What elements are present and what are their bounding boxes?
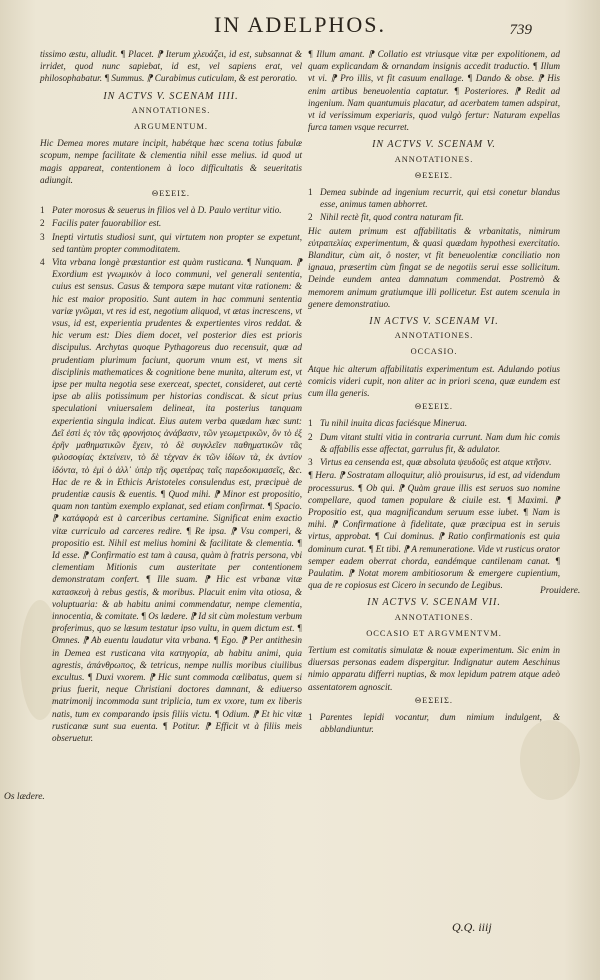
right-column [308, 48, 560, 736]
thesis-item [308, 431, 560, 455]
thesis-item [308, 186, 560, 210]
thesis-number: 3 [308, 457, 313, 468]
running-title: IN ADELPHOS. [214, 12, 386, 37]
thesis-text: Tu nihil inuita dicas faciésque Minerua. [320, 418, 467, 429]
thesis-number: 1 [40, 205, 45, 216]
thesis-item [40, 217, 302, 229]
thesis-text: Nihil rectè fit, quod contra naturam fit. [320, 212, 464, 223]
thesis-item [40, 256, 302, 744]
thesis-number: 1 [308, 187, 313, 198]
section-title: IN ACTVS V. SCENAM IIII. [103, 90, 239, 102]
annotationes-heading: ANNOTATIONES. [394, 612, 474, 622]
thesis-item [308, 456, 560, 468]
section-title: IN ACTVS V. SCENAM VI. [369, 316, 499, 328]
theseis-heading: ΘΕΣΕΙΣ. [415, 170, 453, 180]
theseis-heading: ΘΕΣΕΙΣ. [415, 402, 453, 412]
annotationes-heading: ANNOTATIONES. [394, 331, 474, 341]
commentary-paragraph: ¶ Hera. ⁋ Sostratam alloquitur, aliò prouisurus, id est, ad videndum processurus. ¶ Ob qui. ⁋ Quàm graue illis est seruos suo nomine compellare, quod tamen populare & ciuile est. ¶ Maximi. ⁋ Propositio est, qua magnificandum seruum esse iubet. ¶ Nam is mihi. ⁋ Confirmatione à fidelitate, quæ præcipua est in seruis virtus, approbat. ¶ Cui dominus. ⁋ Ratio confirmationis est quia dominum curat. ¶ Et tibi. ⁋ A remuneratione. Vide vt rusticus orator semper eadem oberrat chorda, eandémque cantilenam canat. ¶ Paulatim. ⁋ Notat morem ambitiosorum & emergere cupientium, qua de re copiosus est Cicero in secundo de Legibus. [308, 470, 560, 591]
section-title: IN ACTVS V. SCENAM VII. [367, 597, 501, 609]
theseis-heading: ΘΕΣΕΙΣ. [152, 189, 190, 199]
thesis-number: 1 [308, 418, 313, 429]
thesis-number: 4 [40, 257, 45, 268]
occasio-heading: OCCASIO. [410, 347, 458, 357]
left-column [40, 48, 302, 745]
thesis-number: 3 [40, 231, 45, 242]
thesis-text: Demea subinde ad ingenium recurrit, qui etsi conetur blandus esse, animus tamen abhorret. [320, 187, 560, 210]
signature-mark: Q.Q. iiij [452, 920, 492, 934]
theseis-heading: ΘΕΣΕΙΣ. [415, 695, 453, 705]
occasio-argumentum-heading: OCCASIO ET ARGVMENTVM. [366, 628, 502, 638]
thesis-text: Inepti virtutis studiosi sunt, qui virtutem non propter se expetunt, sed tantùm propter commoditatem. [52, 231, 302, 254]
thesis-text: Dum vitant stulti vitia in contraria currunt. Nam dum hic comis & affabilis esse affectat, garrulus fit, & adulator. [320, 431, 560, 454]
thesis-text: Virtus ea censenda est, quæ absoluta ψευδοῦς est atque κτῆσιν. [320, 457, 552, 468]
thesis-item [40, 231, 302, 255]
intro-paragraph: ¶ Illum amant. ⁋ Collatio est vtriusque vitæ per expolitionem, ad quam explicandam & ornandam insignis accedit traductio. ¶ Illum vt vi. ⁋ Pro illis, vt fit casuum enallage. ¶ Dando & obse. ⁋ His enim artibus beneuolentia captatur. ¶ Posteriores. ⁋ Redit ad ingenium. Nam quantumuis placatur, ad acerbatem tamen adspirat, vt id verissimum experiaris, quod vulgò fertur: Naturam expellas furca tamen vsque recurret. [308, 49, 560, 133]
page-header [0, 12, 600, 46]
annotationes-heading: ANNOTATIONES. [131, 105, 211, 115]
argumentum-heading: ARGUMENTUM. [133, 122, 209, 132]
intro-paragraph: tissimo æstu, alludit. ¶ Placet. ⁋ Iterum χλευάζει, id est, subsannat & irridet, quod nunc sapiebat, id est, vel sapiens erat, vel philosophabatur. ¶ Summus. ⁋ Curabimus cuticulam, & est peroratio. [40, 49, 302, 84]
thesis-number: 2 [308, 212, 313, 223]
thesis-number: 2 [40, 218, 45, 229]
thesis-text: Facilis pater fauorabilior est. [52, 218, 162, 229]
thesis-item [40, 204, 302, 216]
margin-note-left: Os lædere. [4, 792, 45, 802]
thesis-item [308, 417, 560, 429]
thesis-text: Pater morosus & seuerus in filios vel à D. Paulo vertitur vitio. [52, 205, 282, 216]
commentary-paragraph: Hic autem primum est affabilitatis & vrbanitatis, nimirum εὐτραπελίας experimentum, & quasi quædam hypothesi exercitatio. Blanditur, cùm ait, ô noster, vt fit beneuolentiæ conciliatio non ignaua, præsertim cùm fingat se de negotiis serui esse sollicitum. Deinde eundem antea damnatum commendat. Postremò & memorem animum gratiumque illi pollicetur. Est autem scenula in genere demonstratiuo. [308, 225, 560, 309]
thesis-text: Parentes lepidi vocantur, dum nimium indulgent, & abblandiuntur. [320, 711, 560, 735]
thesis-number: 2 [308, 431, 313, 442]
annotationes-heading: ANNOTATIONES. [394, 154, 474, 164]
thesis-text: Vita vrbana longè præstantior est quàm rusticana. ¶ Nunquam. ⁋ Exordium est γνωμικὸν à loco communi, vel generali sententia, cuius est sensus. Casus & tempora sæpe mutant vitæ rationem: & hic est maior propositio. Sunt autem in hac communi sententia variæ γνῶμαι, vt res id est, negotium aliquod, vt ætas increscens, vt vsus, id est, experientia prudentes & expertientes viros reddat. & hic verum est: Dies diem docet, vel posterior dies est prioris discipulus. Archytas quoque Pythagoreus duo recensuit, quæ ad prudentiam plurimum faciunt, quorum vnum est, vt mens sit disciplinis mathematices & cognitione bene munita, alterum est, vt ipse per multa negotia sese exerceat, spectet, consideret, aut certè ipse ab aliis potissimum per historias condiscat. & sicut prius speculationi vniuersalem delineat, ita posterius tanquam experientia singula indicat. Eius autem verba quædam hæc sunt: Δεῖ ἐστὶ ἐς τὸν τᾶς φρονήσιος ἀνάβασιν, τῶν γεωμετρικῶν, ὃν τὸ ἐξ ἐρῆν μαθηματικῶν ἔχειν, τὸ δὲ συγκλεῖεν παθηματικῶν τᾶς φιλοσοφίας ἐκτείνειν, τὸ δὲ τέχναν ἐκ τῶν ἰδίων τὰ, ἐκ ἀντίον ἰδόντα, τὸ ἐμὶ ὁ ἀλλ᾿ ὑπὲρ τῆς σφετέρας ταῖς παρεδοκιμασεῖς, &c. Hac de re & in Ethicis Aristoteles consulendus est, præcipuè de prudentiæ causis & euentis. ¶ Quod mihi. ⁋ Minor est propositio, quam non tantùm exemplo explanat, sed etiam confirmat. ¶ Spacio. ⁋ κατάφορὰ est à carceribus certamine. Significat enim exactio vitæ curriculo ad carceres redire. ¶ Re ipsa. ⁋ Vsu comperi, & propositio est. Nihil est melius homini & facilitate & clementia. ¶ Id esse. ⁋ Confirmatio est tam à causa, quàm à fratris persona, vbi clementiam Mitionis cum austeritate per contentionem demonstratam confert. ¶ Ille suam. ⁋ Hic est vrbanæ vitæ κατασκευὴ à rebus gestis, & moribus. Placuit enim vita otiosa, & voluptuaria: & ab habitu animi commendatur, nempe clementia, innocentia, & comitate. ¶ Os lædere. ⁋ Id sit cùm molestum verbum proferimus, quo se læsum testatur ipso vultu, in quem dictum est. ¶ Omnes. ⁋ Ab euentu laudatur vita vrbana. ¶ Ego. ⁋ Per antithesin in Demea est rusticana vita κατηγορία, ab habitu animi, quia agrestis, ἀπάνθρωπος, & tetricus, nempe nullis moribus ciuilibus excultus. ¶ Duxi vxorem. ⁋ Hic sunt commoda cœlibatus, quem si prius fuerit, neque Christiani doctores damnant, & ediuerso matrimonij incommoda sunt triplicia, tum ex vxore, tum ex liberis natis, tum ex comparando ipsis filiis victu. ¶ Odium. ⁋ Et hic vitæ rusticanæ sunt sua euenta. ¶ Potitur. ⁋ Efficit vt à filiis meis obseruetur. [52, 257, 302, 743]
thesis-number: 1 [308, 711, 313, 722]
section-title: IN ACTVS V. SCENAM V. [372, 139, 496, 151]
thesis-item [308, 211, 560, 223]
margin-note-right: Prouidere. [540, 586, 581, 596]
occasio-text: Atque hic alterum affabilitatis experimentum est. Adulando potius comicis videri cupit, non aliter ac in priori scena, quæ eundem est cum illa generis. [308, 363, 560, 399]
page-number: 739 [509, 22, 532, 38]
occasio-argumentum-text: Tertium est comitatis simulatæ & nouæ experimentum. Sic enim in diuersas personas eadem dispergitur. Indignatur autem Aeschinus nimio apparatu differri nuptias, & mox lepidum patrem atque adeò assentatorem agnoscit. [308, 644, 560, 692]
thesis-item [308, 711, 560, 735]
argumentum-text: Hic Demea mores mutare incipit, habétque hæc scena totius fabulæ scopum, nempe facilitate & clementia nihil esse melius. id quod ut magis appareat, contentionem à loco difficultatis & seueritatis adiungit. [40, 138, 302, 185]
